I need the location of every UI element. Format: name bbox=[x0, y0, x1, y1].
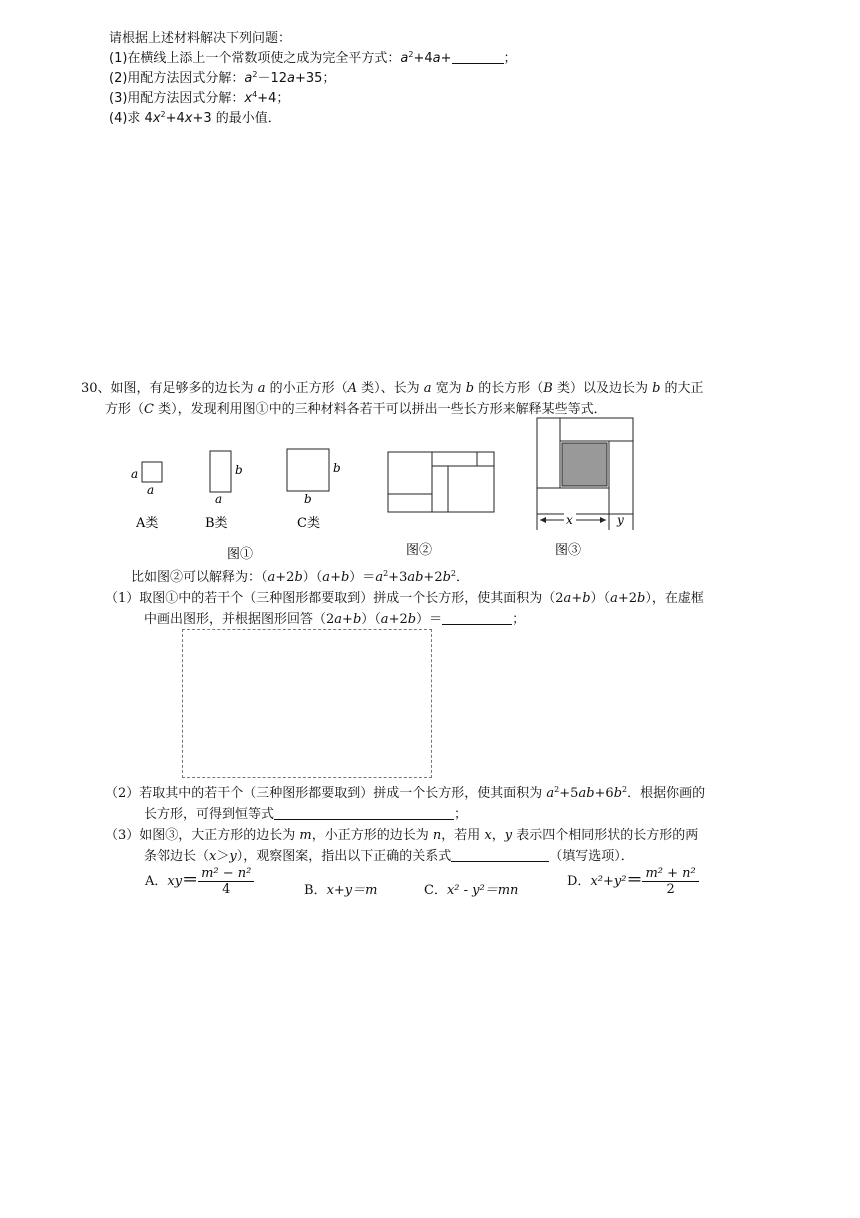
answer-blank[interactable] bbox=[274, 807, 454, 820]
option-b[interactable]: B．x+y＝m bbox=[304, 883, 378, 898]
label-a-side: a bbox=[131, 467, 139, 481]
drawing-area-box[interactable] bbox=[182, 629, 432, 778]
answer-blank[interactable] bbox=[451, 849, 549, 862]
material-question-1: (1)在横线上添上一个常数项使之成为完全平方式：$a^2+4a+$ ； bbox=[109, 50, 517, 66]
label-b-bottom: a bbox=[215, 492, 223, 506]
example-identity: 比如图②可以解释为：$(a+2b)(a+b)=a^2+3ab+2b^2$． bbox=[131, 569, 470, 585]
label-b-side: b bbox=[235, 463, 243, 477]
shape-c-large-square bbox=[287, 449, 329, 491]
material-question-2: (2)用配方法因式分解：$a^2-12a+35$； bbox=[109, 70, 336, 86]
option-d[interactable]: D．x²+y²＝ $\frac{\text{m² + n²}}{2}$ bbox=[567, 866, 699, 897]
figure-2-rectangle bbox=[388, 452, 494, 512]
sub3-line1: （3）如图③，大正方形的边长为 m，小正方形的边长为 n，若用 x，y 表示四个相同形状的长方形的两 bbox=[105, 828, 699, 843]
sub3-line2: 条邻边长（x＞y），观察图案，指出以下正确的关系式 （填写选项）． bbox=[144, 849, 634, 864]
option-c[interactable]: C．x² - y²＝mn bbox=[424, 883, 519, 898]
label-a-bottom: a bbox=[147, 483, 155, 497]
label-x: x bbox=[566, 513, 573, 527]
fraction-d: $\frac{\text{m² + n²}}{2}$ bbox=[642, 866, 698, 897]
label-c-side: b bbox=[333, 461, 341, 475]
sub2-line1: （2）若取其中的若干个（三种图形都要取到）拼成一个长方形，使其面积为 $a^2+5ab+6b^2$．根据你画的 bbox=[105, 785, 706, 801]
figure-area bbox=[0, 415, 860, 565]
caption-figure-2: 图② bbox=[406, 543, 433, 558]
type-a-label: A类 bbox=[136, 516, 159, 531]
caption-figure-3: 图③ bbox=[555, 543, 582, 558]
answer-blank[interactable] bbox=[452, 51, 504, 64]
material-question-4: (4)求 $4x^2+4x+3$ 的最小值． bbox=[109, 110, 281, 126]
shape-b-rectangle bbox=[210, 451, 231, 492]
problem30-line1: 30、如图，有足够多的边长为 a 的小正方形（A 类）、长为 a 宽为 b 的长方形（B 类）以及边长为 b 的大正 bbox=[81, 381, 704, 396]
answer-blank[interactable] bbox=[442, 612, 512, 625]
label-y: y bbox=[617, 513, 624, 527]
label-c-bottom: b bbox=[304, 492, 312, 506]
material-question-3: (3)用配方法因式分解：$x^4+4$； bbox=[109, 90, 290, 106]
fraction-a: $\frac{\text{m² − n²}}{4}$ bbox=[198, 866, 254, 897]
sub1-line2: 中画出图形，并根据图形回答（2a+b）（a+2b）＝ ； bbox=[144, 612, 526, 627]
sub1-line1: （1）取图①中的若干个（三种图形都要取到）拼成一个长方形，使其面积为（2a+b）（a+2b），在虚框 bbox=[105, 591, 704, 606]
type-b-label: B类 bbox=[205, 516, 228, 531]
option-a[interactable]: A．xy＝ $\frac{\text{m² − n²}}{4}$ bbox=[145, 866, 254, 897]
problem30-line2: 方形（C 类），发现利用图①中的三种材料各若干可以拼出一些长方形来解释某些等式． bbox=[105, 402, 607, 417]
type-c-label: C类 bbox=[297, 516, 320, 531]
caption-figure-1: 图① bbox=[227, 547, 254, 562]
shape-a-small-square bbox=[142, 462, 162, 482]
sub2-line2: 长方形，可得到恒等式 ； bbox=[144, 807, 468, 822]
material-intro: 请根据上述材料解决下列问题： bbox=[109, 31, 292, 46]
figure-3-inner-square bbox=[562, 443, 607, 486]
